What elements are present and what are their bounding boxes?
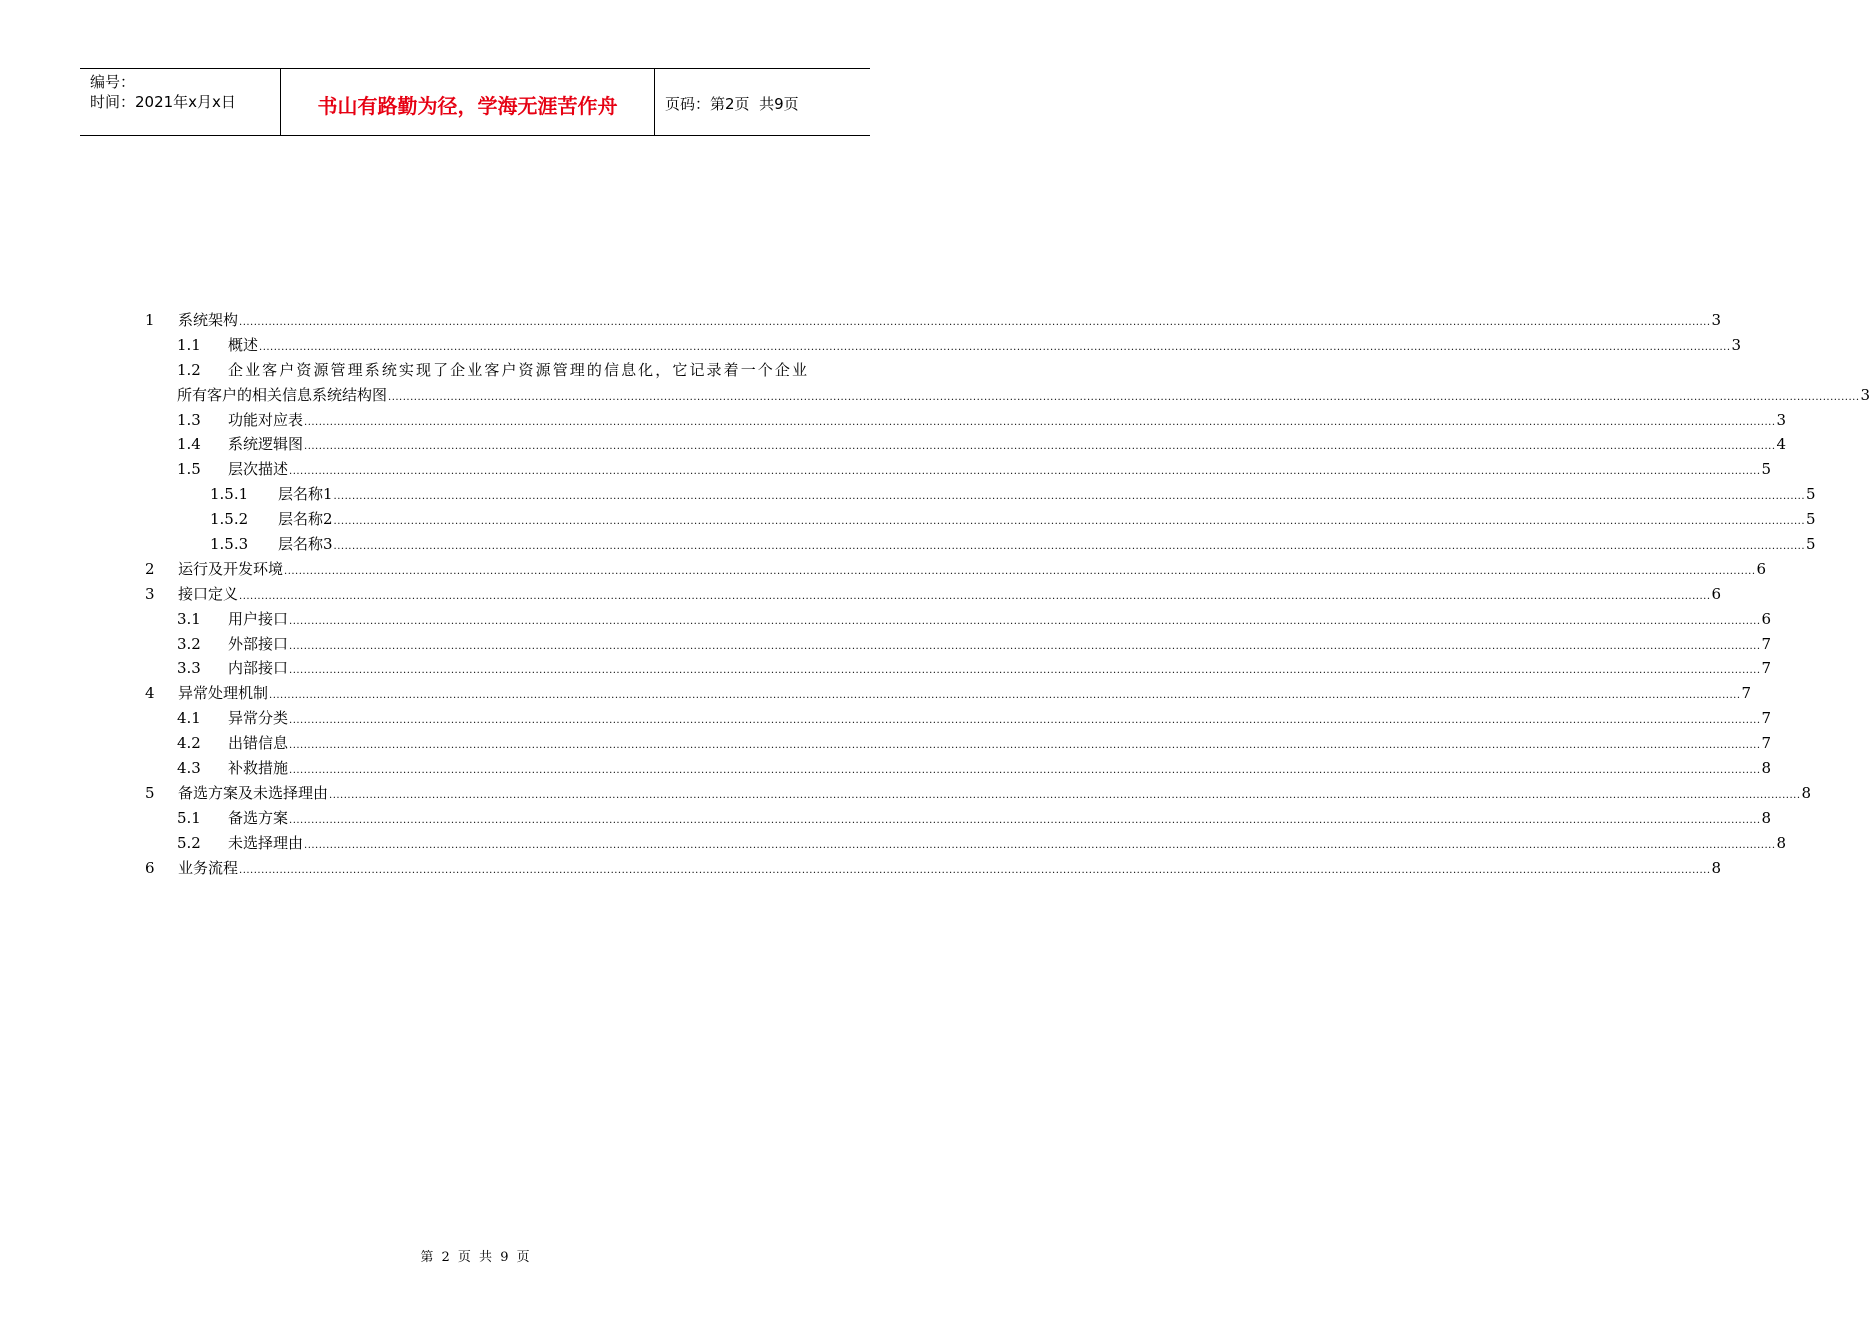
toc-entry-title: 企业客户资源管理系统实现了企业客户资源管理的信息化，它记录着一个企业	[228, 360, 807, 379]
toc-entry-page: 6	[1756, 559, 1767, 578]
toc-entry-title: 层名称1	[278, 485, 333, 504]
toc-entry-title: 系统逻辑图	[228, 435, 304, 454]
toc-entry-page: 6	[1761, 609, 1772, 628]
toc-leader-dots: ................................................................................................................................................................................................................................................................................................................................................................................................................	[388, 391, 1860, 403]
toc-entry-page: 3	[1860, 385, 1870, 404]
toc-entry-number: 3.2	[177, 634, 201, 653]
toc-leader-dots: ................................................................................................................................................................................................................................................................................................................................................................................................................	[259, 341, 1731, 353]
toc-entry[interactable]	[145, 432, 1787, 457]
toc-entry[interactable]	[145, 706, 1772, 731]
toc-entry-page: 7	[1761, 634, 1772, 653]
toc-entry-page: 7	[1761, 659, 1772, 678]
toc-leader-dots: ................................................................................................................................................................................................................................................................................................................................................................................................................	[304, 839, 1776, 851]
toc-leader-dots: ................................................................................................................................................................................................................................................................................................................................................................................................................	[289, 765, 1761, 777]
toc-entry-title: 备选方案及未选择理由	[178, 783, 329, 802]
toc-entry-number: 4.3	[177, 759, 201, 778]
toc-leader-dots: ................................................................................................................................................................................................................................................................................................................................................................................................................	[329, 789, 1801, 801]
toc-entry-page: 3	[1711, 311, 1722, 329]
toc-entry-page: 7	[1761, 709, 1772, 728]
toc-entry[interactable]	[145, 507, 1816, 532]
toc-entry[interactable]	[145, 756, 1772, 781]
toc-entry-title-cont: 所有客户的相关信息系统结构图	[177, 385, 388, 404]
toc-leader-dots: ................................................................................................................................................................................................................................................................................................................................................................................................................	[239, 590, 1711, 602]
toc-entry-number: 4.2	[177, 734, 201, 753]
toc-entry-page: 8	[1801, 783, 1812, 802]
toc-entry-number: 1.5.3	[210, 535, 249, 554]
toc-entry-number: 1.5	[177, 460, 201, 479]
toc-entry-number: 1.1	[177, 335, 201, 354]
toc-leader-dots: ................................................................................................................................................................................................................................................................................................................................................................................................................	[333, 541, 1806, 553]
toc-leader-dots: ................................................................................................................................................................................................................................................................................................................................................................................................................	[333, 516, 1806, 528]
toc-entry-title: 概述	[228, 335, 259, 354]
toc-entry-title: 系统架构	[178, 311, 239, 329]
toc-entry-page: 5	[1761, 460, 1772, 479]
toc-entry-page: 4	[1776, 435, 1787, 454]
toc-leader-dots: ................................................................................................................................................................................................................................................................................................................................................................................................................	[239, 864, 1711, 876]
toc-entry-number: 6	[145, 858, 155, 877]
toc-entry-title: 接口定义	[178, 584, 239, 603]
toc-entry[interactable]	[145, 557, 1767, 582]
toc-leader-dots: ................................................................................................................................................................................................................................................................................................................................................................................................................	[289, 715, 1761, 727]
toc-entry[interactable]	[145, 532, 1816, 557]
toc-entry-title: 异常处理机制	[178, 684, 269, 703]
toc-entry-number: 3	[145, 584, 155, 603]
toc-entry-number: 5	[145, 783, 155, 802]
serial-label: 编号：	[90, 73, 136, 91]
toc-leader-dots: ................................................................................................................................................................................................................................................................................................................................................................................................................	[304, 416, 1776, 428]
toc-entry-title: 补救措施	[228, 759, 289, 778]
toc-entry-page: 7	[1741, 684, 1752, 703]
toc-leader-dots: ................................................................................................................................................................................................................................................................................................................................................................................................................	[289, 665, 1761, 677]
toc-leader-dots: ................................................................................................................................................................................................................................................................................................................................................................................................................	[289, 640, 1761, 652]
toc-entry[interactable]	[145, 831, 1787, 856]
toc-leader-dots: ................................................................................................................................................................................................................................................................................................................................................................................................................	[239, 317, 1711, 328]
toc-entry-number: 1.5.1	[210, 485, 249, 504]
toc-entry-title: 用户接口	[228, 609, 289, 628]
toc-leader-dots: ................................................................................................................................................................................................................................................................................................................................................................................................................	[333, 491, 1806, 503]
toc-entry-title: 异常分类	[228, 709, 289, 728]
toc-entry-number: 1	[145, 311, 155, 329]
toc-entry[interactable]	[145, 656, 1772, 681]
toc-entry[interactable]	[145, 358, 1870, 408]
toc-entry-number: 2	[145, 559, 155, 578]
toc-entry[interactable]	[145, 582, 1722, 607]
toc-entry[interactable]	[145, 308, 1722, 333]
toc-entry-number: 3.1	[177, 609, 201, 628]
toc-entry-number: 1.5.2	[210, 510, 249, 529]
toc-leader-dots: ................................................................................................................................................................................................................................................................................................................................................................................................................	[289, 466, 1761, 478]
toc-entry-page: 8	[1776, 833, 1787, 852]
toc-entry[interactable]	[145, 408, 1787, 433]
toc-entry-title: 内部接口	[228, 659, 289, 678]
toc-entry-title: 未选择理由	[228, 833, 304, 852]
toc-leader-dots: ................................................................................................................................................................................................................................................................................................................................................................................................................	[269, 690, 1741, 702]
toc-entry-page: 8	[1761, 759, 1772, 778]
toc-entry-number: 4.1	[177, 709, 201, 728]
toc-entry-number: 4	[145, 684, 155, 703]
toc-entry[interactable]	[145, 781, 1812, 806]
toc-entry[interactable]	[145, 731, 1772, 756]
toc-entry-page: 5	[1806, 510, 1816, 529]
header-meta	[80, 69, 281, 135]
toc-entry[interactable]	[145, 482, 1816, 507]
toc-entry-title: 备选方案	[228, 808, 289, 827]
toc-entry[interactable]	[145, 333, 1742, 358]
toc-entry-page: 5	[1806, 535, 1816, 554]
toc-entry[interactable]	[145, 806, 1772, 831]
toc-entry[interactable]	[145, 632, 1772, 657]
toc-entry-title: 外部接口	[228, 634, 289, 653]
toc-leader-dots: ................................................................................................................................................................................................................................................................................................................................................................................................................	[284, 565, 1756, 577]
toc-entry-title: 运行及开发环境	[178, 559, 284, 578]
toc-entry-number: 1.4	[177, 435, 201, 454]
toc-entry-number: 3.3	[177, 659, 201, 678]
toc-leader-dots: ................................................................................................................................................................................................................................................................................................................................................................................................................	[289, 615, 1761, 627]
page-footer: 第 2 页 共 9 页	[420, 1250, 530, 1265]
toc-leader-dots: ................................................................................................................................................................................................................................................................................................................................................................................................................	[289, 740, 1761, 752]
toc-entry-page: 3	[1776, 410, 1787, 429]
toc-entry[interactable]	[145, 607, 1772, 632]
page-header	[80, 68, 870, 136]
toc-entry-page: 8	[1711, 858, 1722, 877]
toc-leader-dots: ................................................................................................................................................................................................................................................................................................................................................................................................................	[304, 441, 1776, 453]
toc-entry-title: 功能对应表	[228, 410, 304, 429]
time-label: 时间：2021年x月x日	[90, 93, 236, 111]
toc-entry-number: 1.3	[177, 410, 201, 429]
header-page-info: 页码：第2页 共9页	[665, 94, 799, 113]
toc-entry[interactable]	[145, 457, 1772, 482]
toc-entry-title: 层名称3	[278, 535, 333, 554]
toc-entry-number: 1.2	[177, 360, 201, 379]
toc-entry-page: 6	[1711, 584, 1722, 603]
toc-entry-number: 5.2	[177, 833, 201, 852]
toc-entry-title: 层名称2	[278, 510, 333, 529]
toc-entry-title: 业务流程	[178, 858, 239, 877]
toc-leader-dots: ................................................................................................................................................................................................................................................................................................................................................................................................................	[289, 814, 1761, 826]
table-of-contents	[145, 308, 1870, 880]
toc-entry-title: 层次描述	[228, 460, 289, 479]
toc-entry[interactable]	[145, 681, 1752, 706]
header-motto: 书山有路勤为径，学海无涯苦作舟	[281, 69, 655, 135]
toc-entry-page: 7	[1761, 734, 1772, 753]
toc-entry[interactable]	[145, 856, 1722, 881]
toc-entry-page: 8	[1761, 808, 1772, 827]
toc-entry-number: 5.1	[177, 808, 201, 827]
toc-entry-title: 出错信息	[228, 734, 289, 753]
toc-entry-page: 5	[1806, 485, 1816, 504]
toc-entry-page: 3	[1731, 335, 1742, 354]
